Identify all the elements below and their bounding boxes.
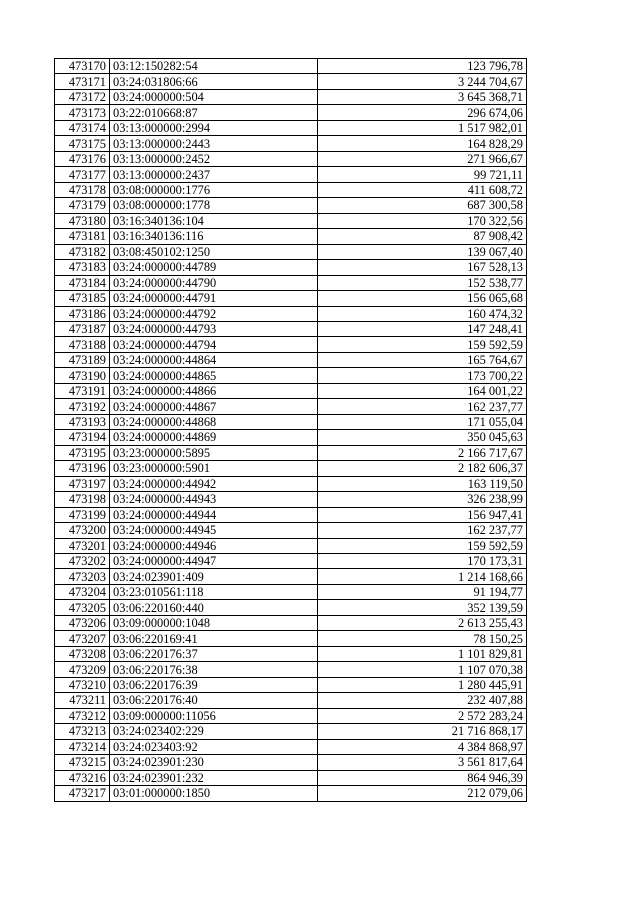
row-number-cell: 473189 [55, 352, 110, 367]
cadastral-value-cell: 159 592,59 [318, 337, 527, 352]
table-row [55, 151, 527, 166]
table-row [55, 89, 527, 104]
row-number-cell: 473198 [55, 492, 110, 507]
cadastral-number-cell: 03:13:000000:2452 [110, 151, 318, 166]
cadastral-number-cell: 03:24:023403:92 [110, 739, 318, 754]
cadastral-number-cell: 03:24:023901:232 [110, 770, 318, 785]
cadastral-value-cell: 156 947,41 [318, 507, 527, 522]
cadastral-number-cell: 03:24:000000:504 [110, 89, 318, 104]
row-number-cell: 473192 [55, 399, 110, 414]
cadastral-number-cell: 03:24:000000:44864 [110, 352, 318, 367]
table-row [55, 724, 527, 739]
cadastral-value-cell: 163 119,50 [318, 476, 527, 491]
table-row [55, 167, 527, 182]
row-number-cell: 473194 [55, 430, 110, 445]
cadastral-value-cell: 3 244 704,67 [318, 74, 527, 89]
row-number-cell: 473199 [55, 507, 110, 522]
table-row [55, 461, 527, 476]
cadastral-value-cell: 2 182 606,37 [318, 461, 527, 476]
row-number-cell: 473208 [55, 646, 110, 661]
row-number-cell: 473187 [55, 321, 110, 336]
row-number-cell: 473195 [55, 445, 110, 460]
table-row [55, 368, 527, 383]
row-number-cell: 473210 [55, 677, 110, 692]
cadastral-number-cell: 03:16:340136:104 [110, 213, 318, 228]
cadastral-value-cell: 1 214 168,66 [318, 569, 527, 584]
cadastral-number-cell: 03:24:000000:44869 [110, 430, 318, 445]
table-row [55, 244, 527, 259]
cadastral-value-cell: 160 474,32 [318, 306, 527, 321]
row-number-cell: 473172 [55, 89, 110, 104]
cadastral-number-cell: 03:06:220176:39 [110, 677, 318, 692]
row-number-cell: 473190 [55, 368, 110, 383]
cadastral-number-cell: 03:22:010668:87 [110, 105, 318, 120]
table-row [55, 321, 527, 336]
table-row [55, 786, 527, 801]
table-row [55, 260, 527, 275]
cadastral-number-cell: 03:08:000000:1776 [110, 182, 318, 197]
cadastral-value-cell: 21 716 868,17 [318, 724, 527, 739]
row-number-cell: 473200 [55, 523, 110, 538]
cadastral-number-cell: 03:12:150282:54 [110, 59, 318, 74]
table-row [55, 708, 527, 723]
table-row [55, 662, 527, 677]
cadastral-number-cell: 03:24:000000:44942 [110, 476, 318, 491]
cadastral-number-cell: 03:13:000000:2437 [110, 167, 318, 182]
row-number-cell: 473178 [55, 182, 110, 197]
row-number-cell: 473215 [55, 755, 110, 770]
table-row [55, 693, 527, 708]
table-row [55, 337, 527, 352]
cadastral-value-cell: 326 238,99 [318, 492, 527, 507]
table-row [55, 198, 527, 213]
table-body [55, 59, 527, 802]
table-row [55, 275, 527, 290]
table-row [55, 430, 527, 445]
cadastral-value-cell: 156 065,68 [318, 291, 527, 306]
cadastral-number-cell: 03:06:220169:41 [110, 631, 318, 646]
cadastral-number-cell: 03:13:000000:2994 [110, 120, 318, 135]
row-number-cell: 473216 [55, 770, 110, 785]
row-number-cell: 473184 [55, 275, 110, 290]
row-number-cell: 473183 [55, 260, 110, 275]
table-row [55, 59, 527, 74]
cadastral-value-cell: 4 384 868,97 [318, 739, 527, 754]
cadastral-number-cell: 03:24:000000:44867 [110, 399, 318, 414]
cadastral-number-cell: 03:24:000000:44945 [110, 523, 318, 538]
table-row [55, 646, 527, 661]
cadastral-value-cell: 170 322,56 [318, 213, 527, 228]
cadastral-number-cell: 03:24:000000:44789 [110, 260, 318, 275]
table-row [55, 631, 527, 646]
row-number-cell: 473211 [55, 693, 110, 708]
cadastral-value-cell: 232 407,88 [318, 693, 527, 708]
cadastral-value-cell: 1 517 982,01 [318, 120, 527, 135]
cadastral-number-cell: 03:24:000000:44943 [110, 492, 318, 507]
row-number-cell: 473209 [55, 662, 110, 677]
cadastral-value-cell: 123 796,78 [318, 59, 527, 74]
cadastral-value-cell: 87 908,42 [318, 229, 527, 244]
cadastral-number-cell: 03:24:023402:229 [110, 724, 318, 739]
table-row [55, 739, 527, 754]
cadastral-value-cell: 173 700,22 [318, 368, 527, 383]
table-row [55, 538, 527, 553]
cadastral-number-cell: 03:24:000000:44944 [110, 507, 318, 522]
cadastral-number-cell: 03:24:000000:44790 [110, 275, 318, 290]
cadastral-number-cell: 03:24:031806:66 [110, 74, 318, 89]
row-number-cell: 473204 [55, 584, 110, 599]
table-row [55, 584, 527, 599]
cadastral-value-cell: 165 764,67 [318, 352, 527, 367]
cadastral-number-cell: 03:09:000000:11056 [110, 708, 318, 723]
table-row [55, 492, 527, 507]
table-row [55, 182, 527, 197]
cadastral-value-cell: 1 101 829,81 [318, 646, 527, 661]
cadastral-value-cell: 2 166 717,67 [318, 445, 527, 460]
cadastral-value-cell: 1 280 445,91 [318, 677, 527, 692]
row-number-cell: 473212 [55, 708, 110, 723]
cadastral-value-cell: 271 966,67 [318, 151, 527, 166]
cadastral-number-cell: 03:24:000000:44791 [110, 291, 318, 306]
cadastral-value-cell: 152 538,77 [318, 275, 527, 290]
cadastral-value-table [54, 58, 527, 802]
cadastral-number-cell: 03:23:010561:118 [110, 584, 318, 599]
cadastral-value-cell: 159 592,59 [318, 538, 527, 553]
table-row [55, 615, 527, 630]
table-row [55, 677, 527, 692]
cadastral-value-cell: 162 237,77 [318, 399, 527, 414]
row-number-cell: 473170 [55, 59, 110, 74]
cadastral-value-cell: 164 001,22 [318, 383, 527, 398]
row-number-cell: 473207 [55, 631, 110, 646]
table-row [55, 74, 527, 89]
table-row [55, 507, 527, 522]
table-row [55, 399, 527, 414]
table-row [55, 291, 527, 306]
cadastral-number-cell: 03:24:000000:44866 [110, 383, 318, 398]
table-row [55, 306, 527, 321]
cadastral-number-cell: 03:24:000000:44793 [110, 321, 318, 336]
cadastral-value-cell: 99 721,11 [318, 167, 527, 182]
cadastral-number-cell: 03:06:220176:40 [110, 693, 318, 708]
cadastral-value-cell: 170 173,31 [318, 554, 527, 569]
row-number-cell: 473197 [55, 476, 110, 491]
cadastral-number-cell: 03:08:450102:1250 [110, 244, 318, 259]
cadastral-number-cell: 03:01:000000:1850 [110, 786, 318, 801]
cadastral-value-cell: 164 828,29 [318, 136, 527, 151]
row-number-cell: 473214 [55, 739, 110, 754]
cadastral-number-cell: 03:24:000000:44865 [110, 368, 318, 383]
table-row [55, 569, 527, 584]
cadastral-value-cell: 2 613 255,43 [318, 615, 527, 630]
cadastral-number-cell: 03:24:023901:409 [110, 569, 318, 584]
cadastral-number-cell: 03:13:000000:2443 [110, 136, 318, 151]
cadastral-value-cell: 212 079,06 [318, 786, 527, 801]
cadastral-number-cell: 03:24:023901:230 [110, 755, 318, 770]
cadastral-value-cell: 91 194,77 [318, 584, 527, 599]
cadastral-number-cell: 03:06:220176:37 [110, 646, 318, 661]
cadastral-number-cell: 03:23:000000:5895 [110, 445, 318, 460]
cadastral-value-cell: 147 248,41 [318, 321, 527, 336]
cadastral-value-cell: 296 674,06 [318, 105, 527, 120]
row-number-cell: 473188 [55, 337, 110, 352]
row-number-cell: 473180 [55, 213, 110, 228]
table-row [55, 120, 527, 135]
cadastral-value-cell: 350 045,63 [318, 430, 527, 445]
row-number-cell: 473174 [55, 120, 110, 135]
table-row [55, 600, 527, 615]
table-row [55, 755, 527, 770]
row-number-cell: 473206 [55, 615, 110, 630]
table-row [55, 136, 527, 151]
cadastral-number-cell: 03:24:000000:44868 [110, 414, 318, 429]
row-number-cell: 473191 [55, 383, 110, 398]
cadastral-number-cell: 03:24:000000:44946 [110, 538, 318, 553]
row-number-cell: 473193 [55, 414, 110, 429]
table-row [55, 770, 527, 785]
row-number-cell: 473185 [55, 291, 110, 306]
cadastral-number-cell: 03:06:220160:440 [110, 600, 318, 615]
row-number-cell: 473213 [55, 724, 110, 739]
row-number-cell: 473171 [55, 74, 110, 89]
table-row [55, 523, 527, 538]
table-row [55, 213, 527, 228]
cadastral-number-cell: 03:24:000000:44792 [110, 306, 318, 321]
cadastral-value-cell: 171 055,04 [318, 414, 527, 429]
cadastral-value-cell: 411 608,72 [318, 182, 527, 197]
row-number-cell: 473205 [55, 600, 110, 615]
cadastral-value-cell: 3 561 817,64 [318, 755, 527, 770]
cadastral-value-cell: 78 150,25 [318, 631, 527, 646]
cadastral-number-cell: 03:24:000000:44947 [110, 554, 318, 569]
cadastral-value-cell: 167 528,13 [318, 260, 527, 275]
table-row [55, 105, 527, 120]
cadastral-value-cell: 2 572 283,24 [318, 708, 527, 723]
cadastral-value-cell: 3 645 368,71 [318, 89, 527, 104]
cadastral-number-cell: 03:23:000000:5901 [110, 461, 318, 476]
table-row [55, 414, 527, 429]
row-number-cell: 473179 [55, 198, 110, 213]
row-number-cell: 473201 [55, 538, 110, 553]
row-number-cell: 473186 [55, 306, 110, 321]
table-row [55, 352, 527, 367]
row-number-cell: 473196 [55, 461, 110, 476]
row-number-cell: 473175 [55, 136, 110, 151]
row-number-cell: 473181 [55, 229, 110, 244]
row-number-cell: 473173 [55, 105, 110, 120]
cadastral-value-cell: 687 300,58 [318, 198, 527, 213]
row-number-cell: 473176 [55, 151, 110, 166]
row-number-cell: 473203 [55, 569, 110, 584]
cadastral-number-cell: 03:16:340136:116 [110, 229, 318, 244]
table-row [55, 445, 527, 460]
table-row [55, 476, 527, 491]
cadastral-number-cell: 03:08:000000:1778 [110, 198, 318, 213]
table-row [55, 229, 527, 244]
row-number-cell: 473182 [55, 244, 110, 259]
cadastral-value-cell: 864 946,39 [318, 770, 527, 785]
cadastral-number-cell: 03:06:220176:38 [110, 662, 318, 677]
cadastral-value-cell: 1 107 070,38 [318, 662, 527, 677]
cadastral-value-cell: 162 237,77 [318, 523, 527, 538]
cadastral-value-cell: 139 067,40 [318, 244, 527, 259]
table-row [55, 554, 527, 569]
cadastral-value-cell: 352 139,59 [318, 600, 527, 615]
row-number-cell: 473202 [55, 554, 110, 569]
table-row [55, 383, 527, 398]
cadastral-number-cell: 03:09:000000:1048 [110, 615, 318, 630]
row-number-cell: 473217 [55, 786, 110, 801]
cadastral-number-cell: 03:24:000000:44794 [110, 337, 318, 352]
row-number-cell: 473177 [55, 167, 110, 182]
